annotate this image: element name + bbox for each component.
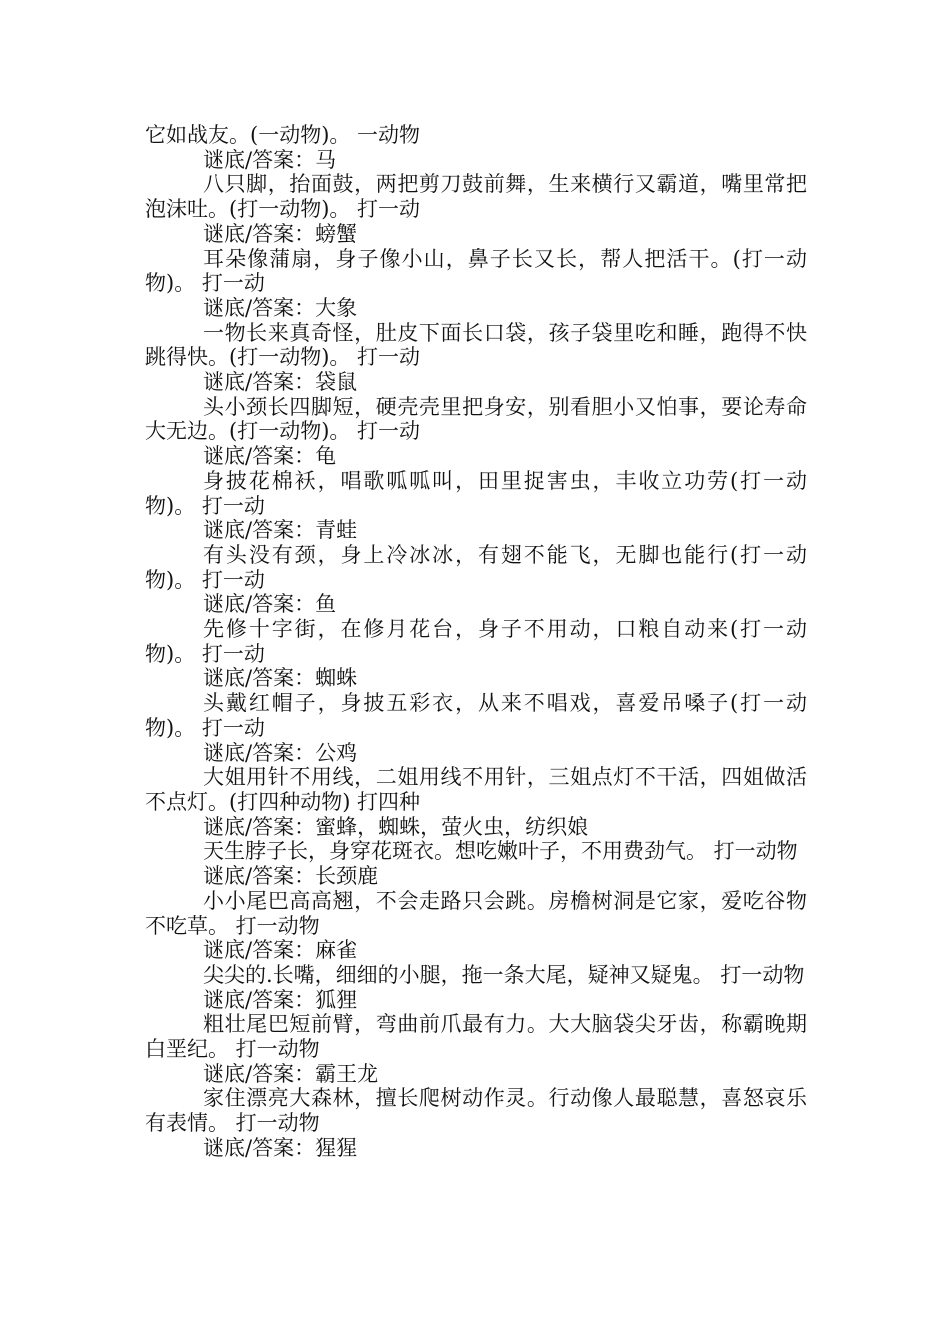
riddle-question: 大姐用针不用线，二姐用线不用针，三姐点灯不干活，四姐做活不点灯。(打四种动物) 打四种: [145, 765, 807, 814]
riddle-continuation: 它如战友。(一动物)。 一动物: [145, 123, 421, 147]
riddle-question: 一物长来真奇怪，肚皮下面长口袋，孩子袋里吃和睡，跑得不快跳得快。(打一动物)。 打一动: [145, 320, 807, 370]
riddle-question: 耳朵像蒲扇，身子像小山，鼻子长又长，帮人把活干。(打一动物)。 打一动: [145, 246, 807, 296]
riddle-question: 头戴红帽子，身披五彩衣，从来不唱戏，喜爱吊嗓子(打一动物)。 打一动: [145, 691, 807, 740]
riddle-question: 尖尖的.长嘴，细细的小腿，拖一条大尾，疑神又疑鬼。 打一动物: [203, 962, 805, 987]
riddle-answer: 谜底/答案：马: [203, 147, 337, 172]
riddle-answer: 谜底/答案：猩猩: [203, 1135, 358, 1160]
riddle-answer: 谜底/答案：龟: [203, 444, 337, 469]
riddle-answer: 谜底/答案：公鸡: [203, 740, 358, 765]
riddle-answer: 谜底/答案：大象: [203, 295, 358, 320]
riddle-question: 家住漂亮大森林，擅长爬树动作灵。行动像人最聪慧，喜怒哀乐有表情。 打一动物: [145, 1086, 807, 1136]
riddle-answer: 谜底/答案：蜜蜂，蜘蛛，萤火虫，纺织娘: [203, 814, 589, 839]
riddle-answer: 谜底/答案：蜘蛛: [203, 666, 358, 691]
riddle-question: 身披花棉袄，唱歌呱呱叫，田里捉害虫，丰收立功劳(打一动物)。 打一动: [145, 468, 807, 518]
riddle-question: 有头没有颈，身上冷冰冰，有翅不能飞，无脚也能行(打一动物)。 打一动: [145, 542, 807, 592]
riddle-question: 粗壮尾巴短前臂，弯曲前爪最有力。大大脑袋尖牙齿，称霸晚期白垩纪。 打一动物: [145, 1012, 807, 1062]
riddle-question: 先修十字街，在修月花台，身子不用动，口粮自动来(打一动物)。 打一动: [145, 617, 807, 666]
riddle-question: 八只脚，抬面鼓，两把剪刀鼓前舞，生来横行又霸道，嘴里常把泡沫吐。(打一动物)。 打一动: [145, 172, 807, 222]
riddle-answer: 谜底/答案：狐狸: [203, 987, 358, 1012]
riddle-answer: 谜底/答案：鱼: [203, 592, 337, 617]
riddle-answer: 谜底/答案：袋鼠: [203, 370, 358, 395]
riddle-answer: 谜底/答案：长颈鹿: [203, 864, 379, 889]
riddle-question: 小小尾巴高高翘，不会走路只会跳。房檐树洞是它家，爱吃谷物不吃草。 打一动物: [145, 888, 807, 938]
document-body: [145, 123, 807, 1161]
riddle-answer: 谜底/答案：霸王龙: [203, 1061, 379, 1086]
riddle-question: 天生脖子长，身穿花斑衣。想吃嫩叶子，不用费劲气。 打一动物: [203, 839, 798, 864]
riddle-question: 头小颈长四脚短，硬壳壳里把身安，别看胆小又怕事，要论寿命大无边。(打一动物)。 打一动: [145, 394, 807, 444]
riddle-answer: 谜底/答案：青蛙: [203, 518, 358, 543]
riddle-answer: 谜底/答案：螃蟹: [203, 221, 358, 246]
riddle-answer: 谜底/答案：麻雀: [203, 938, 358, 963]
